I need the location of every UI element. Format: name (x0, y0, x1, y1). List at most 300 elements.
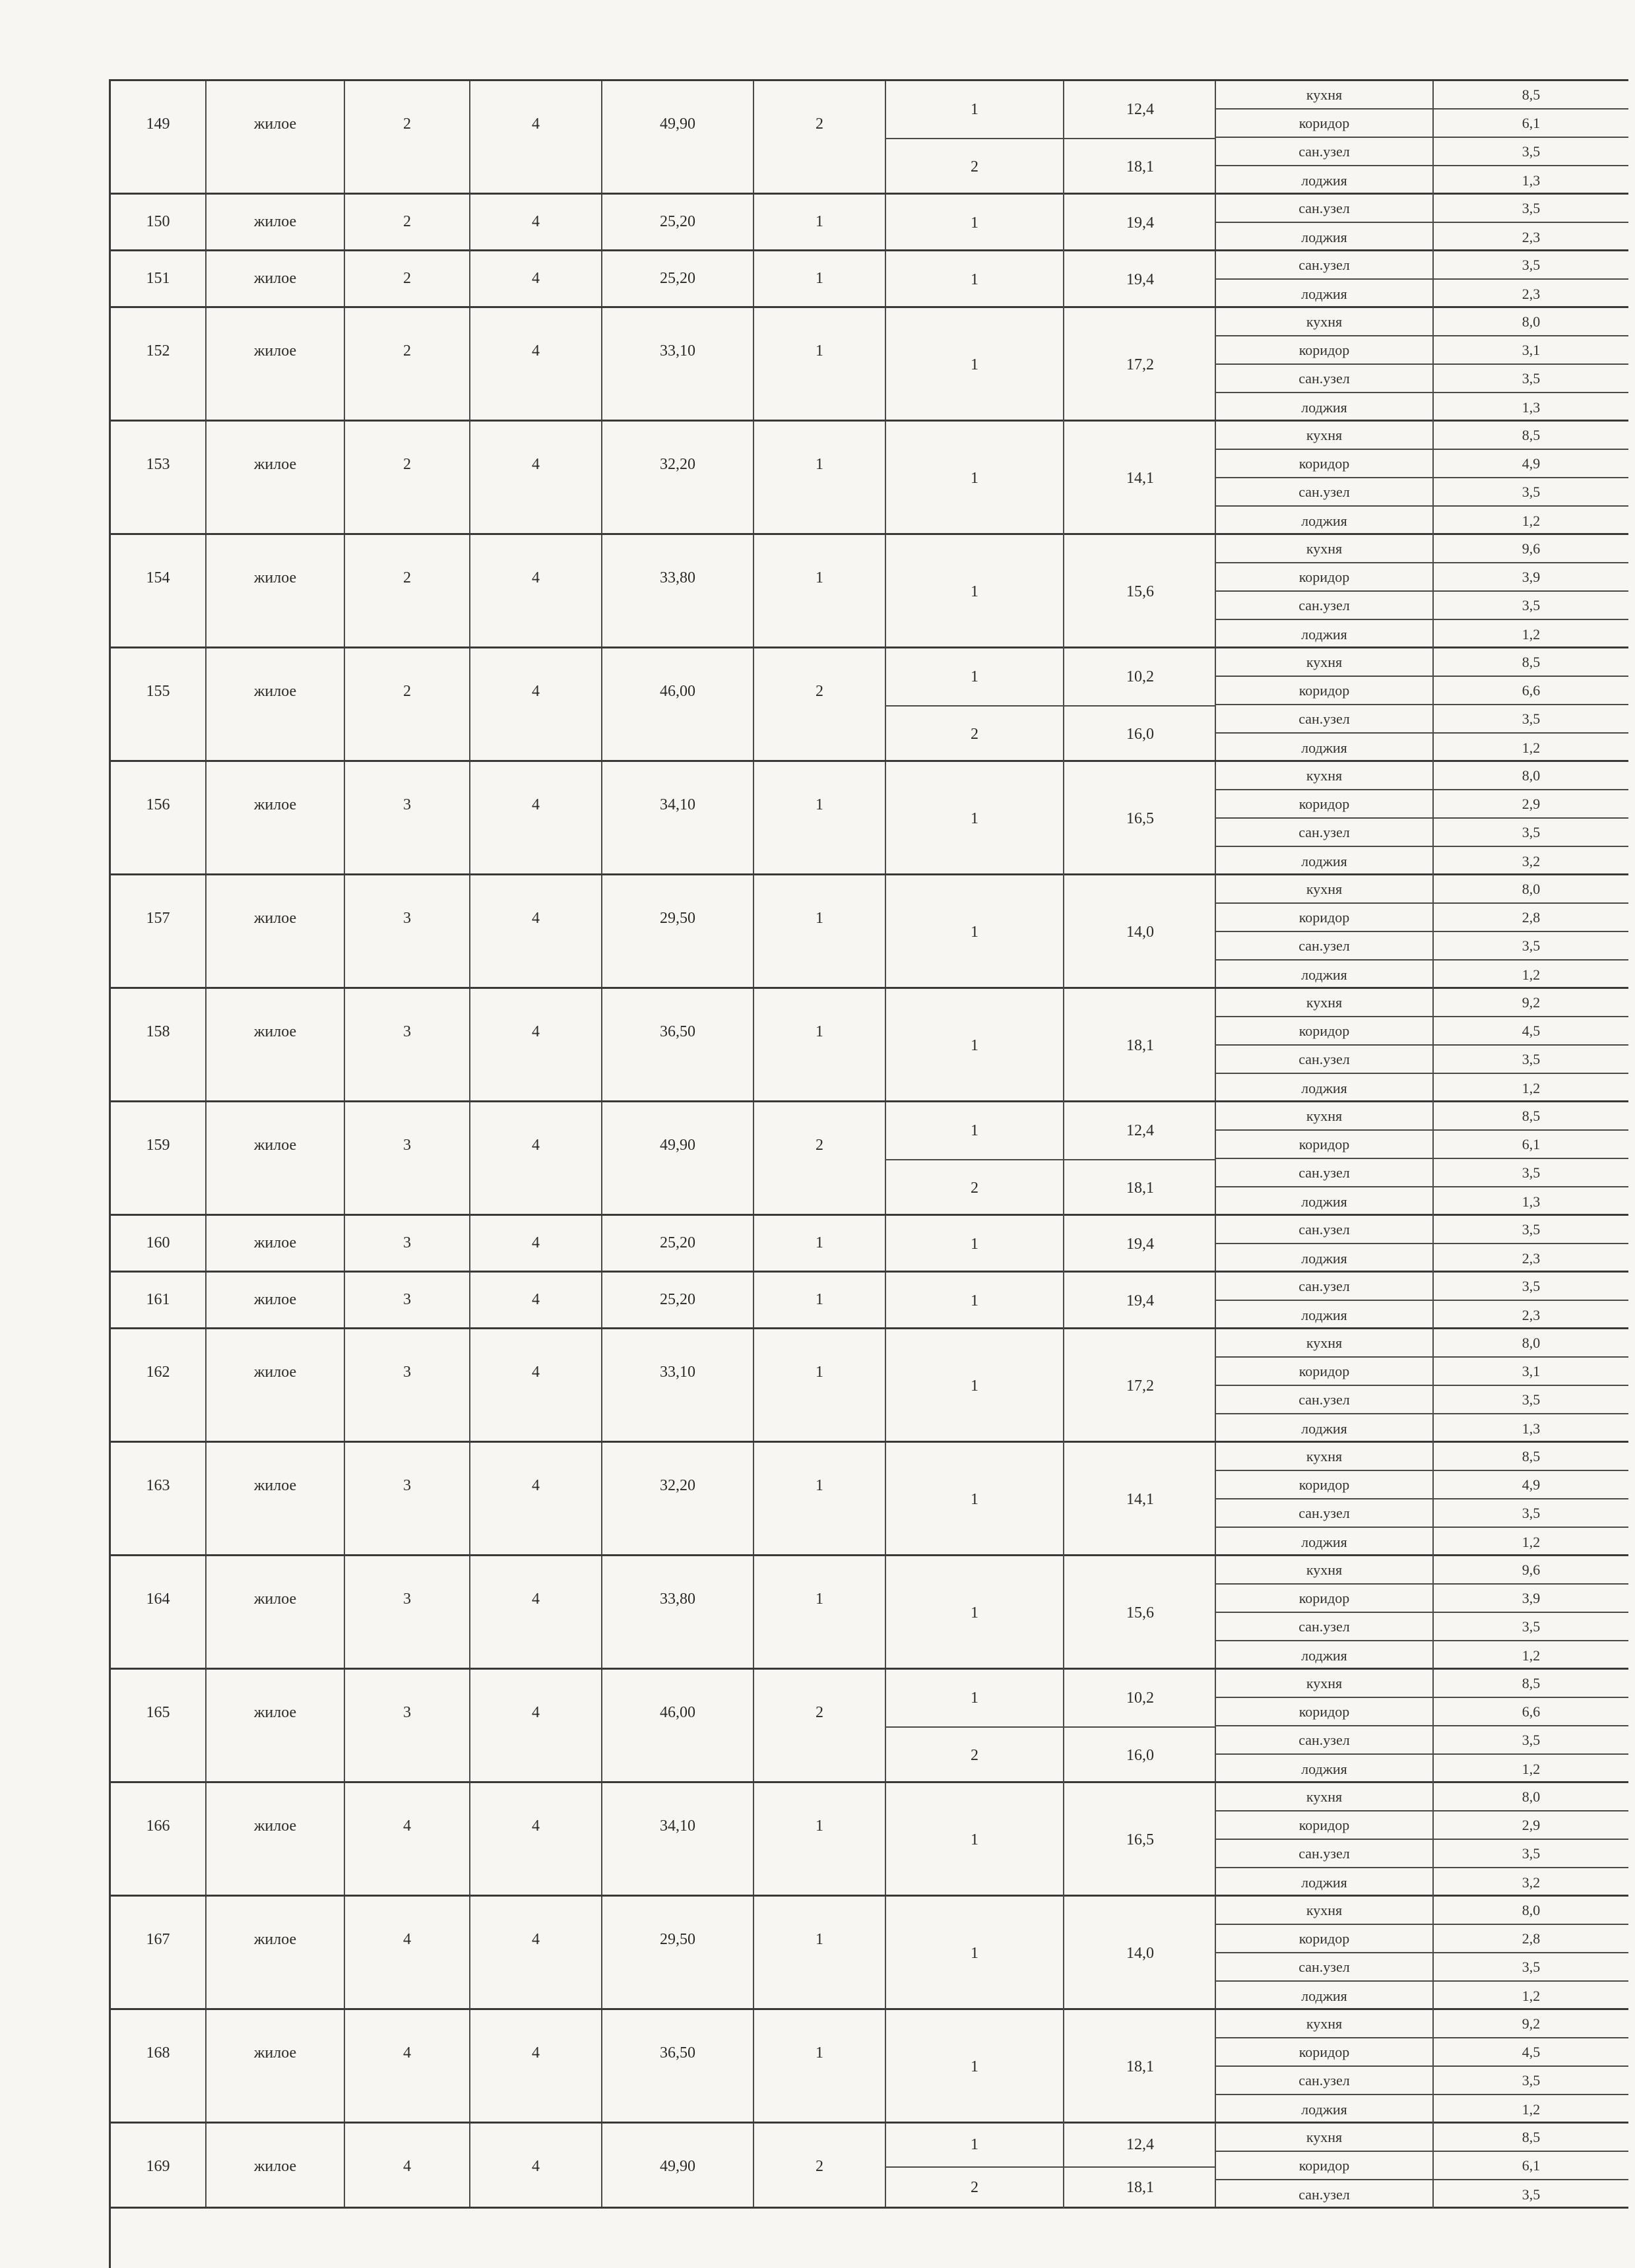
storeys-count: 4 (470, 1102, 602, 1214)
auxiliary-room-name: сан.узел (1216, 1726, 1434, 1753)
rooms-count: 1 (754, 875, 886, 987)
room-area: 18,1 (1126, 158, 1154, 175)
living-rooms (886, 1216, 1216, 1271)
living-room (886, 762, 1216, 875)
storeys-count: 4 (470, 2010, 602, 2122)
storeys-count: 4 (470, 1897, 602, 2008)
table-row (111, 1329, 1628, 1443)
table-row (111, 1216, 1628, 1273)
apartment-type: жилое (207, 1783, 345, 1895)
table-row (111, 1783, 1628, 1897)
apartment-number: 169 (111, 2124, 207, 2207)
auxiliary-room-name: сан.узел (1216, 2067, 1434, 2094)
auxiliary-room-area: 4,5 (1522, 1022, 1541, 1039)
auxiliary-room-area: 9,2 (1522, 2015, 1541, 2032)
total-area: 46,00 (602, 648, 754, 760)
auxiliary-room-area: 3,5 (1522, 256, 1541, 273)
auxiliary-room-area: 3,1 (1522, 341, 1541, 358)
auxiliary-room-name: сан.узел (1216, 592, 1434, 619)
auxiliary-room (1216, 1982, 1628, 2010)
auxiliary-room-name: лоджия (1216, 1187, 1434, 1216)
auxiliary-room-name: кухня (1216, 535, 1434, 562)
room-area: 19,4 (1126, 1235, 1154, 1253)
auxiliary-room-name: сан.узел (1216, 1499, 1434, 1527)
auxiliary-room-area: 4,9 (1522, 455, 1541, 472)
storeys-count: 4 (470, 1556, 602, 1668)
auxiliary-room (1216, 308, 1628, 336)
living-room (886, 1329, 1216, 1443)
rooms-count: 1 (754, 1897, 886, 2008)
living-room (886, 1443, 1216, 1556)
section-number: 3 (345, 1329, 470, 1441)
auxiliary-room-name: лоджия (1216, 223, 1434, 251)
living-room (886, 2166, 1216, 2209)
section-number: 3 (345, 1556, 470, 1668)
section-number: 2 (345, 648, 470, 760)
auxiliary-room-area: 2,3 (1522, 1249, 1541, 1267)
room-number: 1 (886, 422, 1064, 535)
section-number: 2 (345, 308, 470, 420)
auxiliary-room-area: 1,3 (1522, 172, 1541, 189)
auxiliary-room (1216, 1925, 1628, 1953)
auxiliary-room-name: коридор (1216, 790, 1434, 817)
auxiliary-room-area: 1,3 (1522, 1193, 1541, 1210)
auxiliary-room-area: 1,2 (1522, 739, 1541, 756)
auxiliary-rooms (1216, 648, 1628, 760)
auxiliary-room-area: 3,5 (1522, 369, 1541, 387)
apartment-number: 159 (111, 1102, 207, 1214)
auxiliary-room-name: коридор (1216, 450, 1434, 477)
auxiliary-room-area: 1,2 (1522, 2100, 1541, 2118)
room-area: 16,5 (1126, 809, 1154, 827)
auxiliary-room-area: 6,1 (1522, 2157, 1541, 2174)
room-area: 12,4 (1126, 1121, 1154, 1139)
auxiliary-rooms (1216, 81, 1628, 193)
section-number: 3 (345, 875, 470, 987)
auxiliary-room-area: 4,9 (1522, 1476, 1541, 1493)
apartment-type: жилое (207, 762, 345, 873)
auxiliary-room-area: 1,2 (1522, 1079, 1541, 1096)
room-area: 12,4 (1126, 100, 1154, 118)
auxiliary-rooms (1216, 1443, 1628, 1554)
auxiliary-room (1216, 1528, 1628, 1556)
apartment-number: 157 (111, 875, 207, 987)
auxiliary-room (1216, 705, 1628, 734)
room-number: 2 (886, 2168, 1064, 2209)
living-rooms (886, 648, 1216, 760)
auxiliary-rooms (1216, 875, 1628, 987)
auxiliary-rooms (1216, 762, 1628, 873)
auxiliary-room-area: 3,5 (1522, 2186, 1541, 2203)
auxiliary-room-name: коридор (1216, 2038, 1434, 2065)
auxiliary-room-area: 8,0 (1522, 1334, 1541, 1351)
storeys-count: 4 (470, 648, 602, 760)
auxiliary-rooms (1216, 1329, 1628, 1441)
apartment-type: жилое (207, 989, 345, 1100)
room-number: 1 (886, 989, 1064, 1102)
auxiliary-room (1216, 1301, 1628, 1329)
living-rooms (886, 81, 1216, 193)
auxiliary-room-area: 8,5 (1522, 426, 1541, 443)
total-area: 25,20 (602, 195, 754, 249)
table-row (111, 2124, 1628, 2209)
auxiliary-room-area: 3,5 (1522, 1277, 1541, 1294)
auxiliary-room-area: 1,2 (1522, 1647, 1541, 1664)
auxiliary-room (1216, 450, 1628, 478)
auxiliary-room (1216, 677, 1628, 705)
auxiliary-room (1216, 904, 1628, 932)
total-area: 25,20 (602, 1216, 754, 1271)
auxiliary-room-area: 3,5 (1522, 937, 1541, 954)
auxiliary-room (1216, 1358, 1628, 1386)
auxiliary-room (1216, 1102, 1628, 1131)
apartment-number: 165 (111, 1670, 207, 1781)
room-number: 1 (886, 195, 1064, 251)
auxiliary-room (1216, 1046, 1628, 1074)
living-rooms (886, 1443, 1216, 1554)
auxiliary-room (1216, 1159, 1628, 1187)
auxiliary-room (1216, 110, 1628, 138)
storeys-count: 4 (470, 1273, 602, 1327)
auxiliary-room-area: 3,5 (1522, 2071, 1541, 2089)
auxiliary-rooms (1216, 1216, 1628, 1271)
auxiliary-room (1216, 989, 1628, 1017)
auxiliary-room-name: сан.узел (1216, 932, 1434, 959)
section-number: 2 (345, 422, 470, 533)
auxiliary-room-area: 3,5 (1522, 1164, 1541, 1181)
table-row (111, 1273, 1628, 1329)
auxiliary-room-area: 2,3 (1522, 228, 1541, 245)
auxiliary-room (1216, 1755, 1628, 1783)
auxiliary-room-area: 8,5 (1522, 86, 1541, 103)
room-area: 18,1 (1126, 1036, 1154, 1054)
total-area: 32,20 (602, 1443, 754, 1554)
auxiliary-room-area: 2,9 (1522, 1816, 1541, 1833)
living-rooms (886, 535, 1216, 646)
auxiliary-room-name: лоджия (1216, 734, 1434, 762)
auxiliary-room-name: коридор (1216, 2152, 1434, 2179)
auxiliary-room-area: 4,5 (1522, 2043, 1541, 2060)
room-number: 1 (886, 762, 1064, 875)
auxiliary-room-area: 3,5 (1522, 142, 1541, 160)
living-room (886, 875, 1216, 989)
auxiliary-room (1216, 2180, 1628, 2209)
auxiliary-room-area: 3,9 (1522, 1589, 1541, 1606)
total-area: 33,10 (602, 308, 754, 420)
auxiliary-room (1216, 365, 1628, 393)
living-rooms (886, 989, 1216, 1100)
apartment-number: 164 (111, 1556, 207, 1668)
auxiliary-room-name: лоджия (1216, 961, 1434, 989)
living-rooms (886, 422, 1216, 533)
apartment-number: 160 (111, 1216, 207, 1271)
rooms-count: 1 (754, 762, 886, 873)
auxiliary-room-name: кухня (1216, 875, 1434, 902)
auxiliary-room-area: 6,6 (1522, 681, 1541, 699)
apartment-number: 154 (111, 535, 207, 646)
apartment-number: 161 (111, 1273, 207, 1327)
living-room (886, 1102, 1216, 1159)
apartment-number: 153 (111, 422, 207, 533)
auxiliary-room-area: 8,0 (1522, 1788, 1541, 1805)
auxiliary-room-name: кухня (1216, 1102, 1434, 1129)
room-number: 1 (886, 875, 1064, 989)
apartment-number: 149 (111, 81, 207, 193)
room-number: 2 (886, 1160, 1064, 1216)
total-area: 29,50 (602, 1897, 754, 2008)
auxiliary-room-area: 3,5 (1522, 1220, 1541, 1238)
room-number: 2 (886, 707, 1064, 762)
room-area: 19,4 (1126, 214, 1154, 232)
auxiliary-room (1216, 2124, 1628, 2152)
storeys-count: 4 (470, 1329, 602, 1441)
room-area: 18,1 (1126, 2058, 1154, 2075)
auxiliary-room-area: 1,2 (1522, 512, 1541, 529)
auxiliary-room-area: 1,3 (1522, 398, 1541, 416)
auxiliary-room-area: 8,5 (1522, 2128, 1541, 2145)
table-row (111, 1102, 1628, 1216)
living-room (886, 1726, 1216, 1783)
auxiliary-room (1216, 1216, 1628, 1244)
auxiliary-room-name: коридор (1216, 110, 1434, 137)
auxiliary-room-name: сан.узел (1216, 1613, 1434, 1640)
storeys-count: 4 (470, 2124, 602, 2207)
apartment-type: жилое (207, 1443, 345, 1554)
auxiliary-room (1216, 251, 1628, 280)
living-room (886, 1273, 1216, 1329)
auxiliary-room (1216, 1244, 1628, 1273)
auxiliary-room (1216, 336, 1628, 365)
total-area: 33,80 (602, 1556, 754, 1668)
rooms-count: 2 (754, 2124, 886, 2207)
rooms-count: 2 (754, 81, 886, 193)
room-number: 1 (886, 2010, 1064, 2124)
room-area: 10,2 (1126, 1689, 1154, 1707)
auxiliary-room-name: кухня (1216, 308, 1434, 335)
storeys-count: 4 (470, 762, 602, 873)
living-room (886, 705, 1216, 762)
section-number: 4 (345, 1783, 470, 1895)
room-number: 1 (886, 1329, 1064, 1443)
living-rooms (886, 2010, 1216, 2122)
room-number: 1 (886, 1102, 1064, 1159)
auxiliary-room (1216, 1386, 1628, 1414)
auxiliary-room-area: 3,5 (1522, 199, 1541, 216)
auxiliary-room-name: сан.узел (1216, 1953, 1434, 1980)
living-room (886, 251, 1216, 308)
auxiliary-room-name: кухня (1216, 2010, 1434, 2037)
living-room (886, 648, 1216, 705)
auxiliary-room-name: сан.узел (1216, 365, 1434, 392)
apartment-type: жилое (207, 1897, 345, 2008)
storeys-count: 4 (470, 1670, 602, 1781)
auxiliary-room-name: лоджия (1216, 1244, 1434, 1273)
auxiliary-room (1216, 535, 1628, 563)
rooms-count: 1 (754, 989, 886, 1100)
auxiliary-room-name: коридор (1216, 904, 1434, 931)
auxiliary-room (1216, 166, 1628, 195)
auxiliary-room (1216, 1017, 1628, 1046)
storeys-count: 4 (470, 195, 602, 249)
total-area: 33,10 (602, 1329, 754, 1441)
auxiliary-room (1216, 847, 1628, 875)
storeys-count: 4 (470, 989, 602, 1100)
auxiliary-room-name: сан.узел (1216, 819, 1434, 846)
room-number: 2 (886, 1728, 1064, 1783)
living-room (886, 2124, 1216, 2166)
auxiliary-rooms (1216, 308, 1628, 420)
auxiliary-room-area: 3,5 (1522, 823, 1541, 840)
auxiliary-room-area: 2,8 (1522, 1930, 1541, 1947)
auxiliary-room (1216, 790, 1628, 819)
auxiliary-room-area: 6,6 (1522, 1703, 1541, 1720)
auxiliary-room (1216, 1953, 1628, 1982)
auxiliary-room-area: 8,5 (1522, 1107, 1541, 1124)
auxiliary-room (1216, 2152, 1628, 2180)
table-row (111, 1556, 1628, 1670)
rooms-count: 1 (754, 195, 886, 249)
auxiliary-room-name: коридор (1216, 1811, 1434, 1839)
table-row (111, 1443, 1628, 1556)
apartment-number: 156 (111, 762, 207, 873)
total-area: 46,00 (602, 1670, 754, 1781)
living-rooms (886, 2124, 1216, 2207)
auxiliary-room-name: лоджия (1216, 507, 1434, 535)
auxiliary-room (1216, 1811, 1628, 1840)
auxiliary-room-area: 8,0 (1522, 880, 1541, 897)
auxiliary-room-name: сан.узел (1216, 195, 1434, 222)
table-row (111, 648, 1628, 762)
auxiliary-room (1216, 620, 1628, 648)
living-room (886, 1556, 1216, 1670)
apartment-type: жилое (207, 1102, 345, 1214)
auxiliary-room (1216, 762, 1628, 790)
living-room (886, 1897, 1216, 2010)
auxiliary-room (1216, 1670, 1628, 1698)
apartment-type: жилое (207, 535, 345, 646)
section-number: 2 (345, 251, 470, 306)
rooms-count: 1 (754, 1216, 886, 1271)
auxiliary-room (1216, 1726, 1628, 1755)
apartment-number: 150 (111, 195, 207, 249)
storeys-count: 4 (470, 81, 602, 193)
room-number: 1 (886, 1897, 1064, 2010)
table-row (111, 81, 1628, 195)
auxiliary-room-name: сан.узел (1216, 1386, 1434, 1413)
auxiliary-room-area: 9,6 (1522, 1561, 1541, 1578)
auxiliary-room (1216, 422, 1628, 450)
table-row (111, 308, 1628, 422)
living-rooms (886, 1783, 1216, 1895)
auxiliary-room (1216, 1783, 1628, 1811)
auxiliary-room-name: лоджия (1216, 847, 1434, 875)
auxiliary-rooms (1216, 1556, 1628, 1668)
auxiliary-room-area: 1,2 (1522, 1533, 1541, 1550)
room-number: 1 (886, 81, 1064, 138)
apartment-type: жилое (207, 1329, 345, 1441)
auxiliary-rooms (1216, 2010, 1628, 2122)
rooms-count: 1 (754, 1329, 886, 1441)
auxiliary-room-name: сан.узел (1216, 1840, 1434, 1867)
table-row (111, 2010, 1628, 2124)
table-row (111, 762, 1628, 875)
living-room (886, 1216, 1216, 1273)
auxiliary-room (1216, 1897, 1628, 1925)
auxiliary-room-area: 3,5 (1522, 1958, 1541, 1975)
auxiliary-room (1216, 563, 1628, 592)
auxiliary-room (1216, 2010, 1628, 2038)
apartment-type: жилое (207, 422, 345, 533)
auxiliary-room (1216, 195, 1628, 223)
auxiliary-room-area: 3,5 (1522, 483, 1541, 500)
total-area: 49,90 (602, 1102, 754, 1214)
apartment-type: жилое (207, 308, 345, 420)
auxiliary-room (1216, 734, 1628, 762)
storeys-count: 4 (470, 875, 602, 987)
auxiliary-room-name: кухня (1216, 648, 1434, 676)
total-area: 49,90 (602, 2124, 754, 2207)
auxiliary-room-area: 3,5 (1522, 596, 1541, 614)
living-room (886, 81, 1216, 138)
apartment-type: жилое (207, 1670, 345, 1781)
auxiliary-room (1216, 1273, 1628, 1301)
rooms-count: 2 (754, 1670, 886, 1781)
table-row (111, 535, 1628, 648)
rooms-count: 1 (754, 1783, 886, 1895)
room-number: 2 (886, 139, 1064, 195)
auxiliary-rooms (1216, 2124, 1628, 2207)
apartment-number: 155 (111, 648, 207, 760)
total-area: 34,10 (602, 762, 754, 873)
living-room (886, 2010, 1216, 2124)
auxiliary-room (1216, 1698, 1628, 1726)
auxiliary-room-name: коридор (1216, 1698, 1434, 1725)
auxiliary-room-name: коридор (1216, 1131, 1434, 1158)
auxiliary-room-area: 9,2 (1522, 993, 1541, 1011)
storeys-count: 4 (470, 251, 602, 306)
auxiliary-room-area: 3,5 (1522, 1618, 1541, 1635)
auxiliary-room (1216, 223, 1628, 251)
auxiliary-room-name: лоджия (1216, 1982, 1434, 2010)
storeys-count: 4 (470, 1216, 602, 1271)
room-number: 1 (886, 648, 1064, 705)
auxiliary-room-area: 2,8 (1522, 908, 1541, 926)
auxiliary-room-name: коридор (1216, 563, 1434, 590)
room-area: 19,4 (1126, 1292, 1154, 1309)
apartment-number: 162 (111, 1329, 207, 1441)
table-row (111, 422, 1628, 535)
auxiliary-room (1216, 1641, 1628, 1670)
room-area: 16,5 (1126, 1831, 1154, 1848)
room-number: 1 (886, 1556, 1064, 1670)
auxiliary-room-area: 6,1 (1522, 114, 1541, 131)
auxiliary-rooms (1216, 989, 1628, 1100)
apartment-type: жилое (207, 195, 345, 249)
table-row (111, 875, 1628, 989)
total-area: 49,90 (602, 81, 754, 193)
room-area: 14,0 (1126, 1944, 1154, 1962)
apartment-type: жилое (207, 875, 345, 987)
auxiliary-room-name: лоджия (1216, 1074, 1434, 1102)
room-number: 1 (886, 251, 1064, 308)
room-area: 16,0 (1126, 725, 1154, 743)
auxiliary-room-area: 3,2 (1522, 852, 1541, 869)
auxiliary-room-area: 3,5 (1522, 1391, 1541, 1408)
room-area: 19,4 (1126, 270, 1154, 288)
rooms-count: 1 (754, 535, 886, 646)
section-number: 2 (345, 81, 470, 193)
section-number: 3 (345, 1670, 470, 1781)
